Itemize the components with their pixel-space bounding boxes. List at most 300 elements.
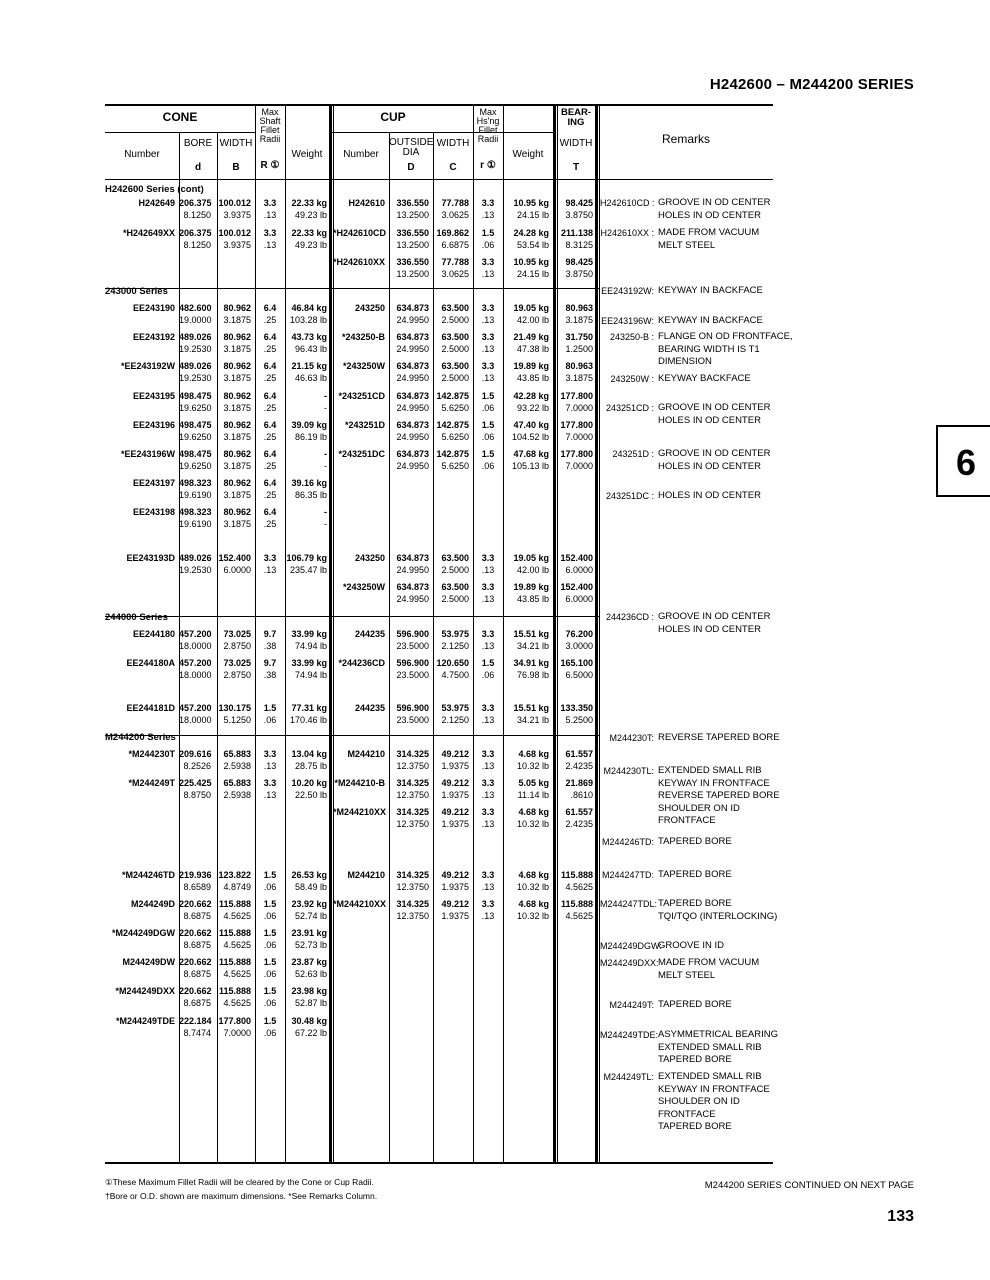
bearing-width-in: 2.4235 [565,819,593,829]
shaft-radius-in: .13 [263,240,277,250]
bore-mm: 220.662 [179,957,212,967]
cup-weight-lb: 34.21 lb [516,715,549,725]
cup-number: *H242610XX [333,257,386,267]
bearing-width-in: 3.8750 [565,210,593,220]
bearing-width-mm: 80.963 [565,303,593,313]
cone-width-mm: 73.025 [223,658,251,668]
shaft-radius-in: .06 [263,1028,277,1038]
cone-weight-kg: 77.31 kg [291,703,327,713]
remark-text: GROOVE IN OD CENTER [658,197,771,208]
od-mm: 314.325 [396,778,429,788]
shaft-radius-mm: 6.4 [263,303,277,313]
housing-radius-in: .06 [481,432,495,442]
cup-weight-kg: 47.40 kg [513,420,549,430]
remark-text: KEYWAY IN FRONTFACE [658,777,770,789]
cup-weight-kg: 10.95 kg [513,198,549,208]
shaft-radius-mm: 1.5 [263,986,277,996]
cup-weight-lb: 43.85 lb [516,373,549,383]
remarks-header: Remarks [661,132,710,146]
bore-mm: 498.323 [179,507,212,517]
cup-number: *243251CD [338,391,385,401]
od-in: 24.9950 [396,461,429,471]
cup-weight-kg: 5.05 kg [518,778,549,788]
cup-weight-kg: 34.91 kg [513,658,549,668]
T-symbol: T [572,162,580,173]
D-symbol: D [407,162,415,173]
cup-weight-lb: 53.54 lb [516,240,549,250]
cup-width-in: 2.1250 [441,641,469,651]
housing-radius-in: .13 [481,641,495,651]
page-number: 133 [887,1208,914,1225]
cone-number: EE243192 [132,332,175,342]
cone-number: *EE243192W [120,361,175,371]
cone-width-in: 3.1875 [223,461,251,471]
bearing-width-in: 7.0000 [565,403,593,413]
cone-width-in: 3.1875 [223,490,251,500]
cone-number: EE243197 [132,478,175,488]
shaft-radius-mm: 6.4 [263,478,277,488]
bearing-header: BEAR- ING [560,107,592,128]
housing-radius-in: .13 [481,715,495,725]
od-mm: 634.873 [396,553,429,563]
housing-radius-mm: 1.5 [481,420,495,430]
cone-weight-lb: 96.43 lb [294,344,327,354]
remark-text: DIMENSION [658,356,712,367]
remark-text: HOLES IN OD CENTER [658,414,761,426]
cup-weight-kg: 24.28 kg [513,228,549,238]
bore-in: 19.6190 [179,490,212,500]
cup-weight-lb: 42.00 lb [516,565,549,575]
bearing-width-mm: 152.400 [560,553,593,563]
bore-mm: 498.323 [179,478,212,488]
housing-radius-in: .13 [481,344,495,354]
remark-key: 243250-B : [609,332,654,342]
bore-mm: 220.662 [179,899,212,909]
bearing-width-mm: 211.138 [560,228,593,238]
shaft-radius-in: .38 [263,670,277,680]
C-symbol: C [449,162,457,173]
housing-radius-mm: 3.3 [481,303,495,313]
bearing-width-mm: 177.800 [560,420,593,430]
cup-weight-lb: 10.32 lb [516,761,549,771]
housing-radius-in: .13 [481,819,495,829]
od-in: 24.9950 [396,594,429,604]
cup-weight-lb: 10.32 lb [516,882,549,892]
rule [105,104,773,106]
bore-in: 18.0000 [179,715,212,725]
remark-text: HOLES IN OD CENTER [658,490,761,501]
shaft-radius-mm: 3.3 [263,228,277,238]
remark-text: HOLES IN OD CENTER [658,209,761,221]
cone-number: EE244180A [126,658,175,668]
cup-weight-kg: 47.68 kg [513,449,549,459]
remark-key: M244230TL: [603,766,654,776]
bore-mm: 457.200 [179,703,212,713]
bore-in: 8.8750 [183,790,211,800]
cup-number: *243251D [344,420,385,430]
bearing-width-in: 8.3125 [565,240,593,250]
od-mm: 634.873 [396,332,429,342]
od-in: 23.5000 [396,641,429,651]
cone-width-in: 3.9375 [223,240,251,250]
bore-mm: 206.375 [179,198,212,208]
od-mm: 314.325 [396,749,429,759]
bore-in: 19.2530 [179,373,212,383]
bore-in: 8.6589 [183,882,211,892]
bore-in: 19.6250 [179,403,212,413]
max-hsng-header: Max Hs'ng Fillet Radii [476,107,500,144]
shaft-radius-in: .25 [263,432,277,442]
R-symbol: R ① [260,160,280,171]
remark-text: GROOVE IN OD CENTER [658,611,771,622]
cone-width-in: 3.1875 [223,519,251,529]
cone-weight-lb: 170.46 lb [289,715,327,725]
remark-key: M244249TDE: [600,1030,659,1040]
cone-width-header: WIDTH [219,138,253,149]
cup-width-mm: 142.875 [436,420,469,430]
cone-width-in: 4.5625 [223,911,251,921]
housing-radius-in: .13 [481,790,495,800]
cone-number: *M244249T [128,778,175,788]
housing-radius-in: .06 [481,670,495,680]
shaft-radius-mm: 9.7 [263,658,277,668]
remark-key: M244249T: [609,1000,654,1010]
housing-radius-mm: 1.5 [481,228,495,238]
shaft-radius-mm: 3.3 [263,198,277,208]
cup-width-in: 1.9375 [441,819,469,829]
cup-weight-lb: 10.32 lb [516,911,549,921]
cone-width-in: 4.5625 [223,969,251,979]
cone-width-mm: 123.822 [218,870,251,880]
cup-weight-kg: 19.89 kg [513,582,549,592]
bearing-width-in: 6.0000 [565,565,593,575]
cup-weight-lb: 42.00 lb [516,315,549,325]
cone-weight-lb: 86.35 lb [294,490,327,500]
cup-width-in: 1.9375 [441,790,469,800]
cone-weight-lb: 74.94 lb [294,670,327,680]
cone-width-in: 2.8750 [223,670,251,680]
bore-header: BORE [183,138,213,149]
cup-number-header: Number [343,149,379,160]
od-mm: 596.900 [396,658,429,668]
bearing-table [105,104,793,1164]
housing-radius-in: .13 [481,882,495,892]
cone-width-in: 3.1875 [223,432,251,442]
cone-weight-kg: 46.84 kg [291,303,327,313]
remark-text: FRONTFACE [658,1108,716,1120]
cup-width-in: 2.5000 [441,373,469,383]
od-in: 13.2500 [396,269,429,279]
shaft-radius-in: .06 [263,969,277,979]
cup-number: *M244210XX [333,807,387,817]
bore-mm: 498.475 [179,391,212,401]
od-mm: 634.873 [396,449,429,459]
bearing-width-in: 4.5625 [565,911,593,921]
cone-weight-kg: 23.87 kg [291,957,327,967]
shaft-radius-mm: 6.4 [263,391,277,401]
housing-radius-mm: 3.3 [481,778,495,788]
remark-key: EE243196W: [601,316,654,326]
cone-weight-lb: 52.74 lb [294,911,327,921]
cup-width-in: 2.1250 [441,715,469,725]
cup-weight-kg: 42.28 kg [513,391,549,401]
cup-width-mm: 63.500 [441,361,469,371]
housing-radius-mm: 3.3 [481,899,495,909]
remark-key: 243250W : [610,374,654,384]
remark-key: H242610CD : [600,198,655,208]
cone-width-in: 3.1875 [223,315,251,325]
shaft-radius-in: .06 [263,911,277,921]
od-in: 24.9950 [396,565,429,575]
cone-width-in: 4.8749 [223,882,251,892]
remark-text: GROOVE IN OD CENTER [658,448,771,459]
bore-in: 8.2526 [183,761,211,771]
d-symbol: d [194,162,202,173]
cone-weight-kg: 23.91 kg [291,928,327,938]
section-label: M244200 Series [105,732,176,743]
r-symbol: r ① [480,160,496,171]
od-in: 24.9950 [396,373,429,383]
remark-text: GROOVE IN OD CENTER [658,402,771,413]
shaft-radius-mm: 6.4 [263,332,277,342]
housing-radius-in: .13 [481,565,495,575]
cup-weight-lb: 105.13 lb [511,461,549,471]
continued-note: M244200 SERIES CONTINUED ON NEXT PAGE [704,1180,914,1191]
od-in: 24.9950 [396,432,429,442]
cup-number: H242610 [348,198,385,208]
bore-mm: 220.662 [179,928,212,938]
cup-weight-kg: 19.89 kg [513,361,549,371]
housing-radius-in: .06 [481,240,495,250]
cone-width-in: 3.1875 [223,344,251,354]
housing-radius-mm: 3.3 [481,582,495,592]
housing-radius-in: .13 [481,373,495,383]
od-mm: 596.900 [396,629,429,639]
cone-width-in: 4.5625 [223,998,251,1008]
cup-width-mm: 63.500 [441,303,469,313]
cone-weight-lb: 49.23 lb [294,240,327,250]
cone-weight-lb: 22.50 lb [294,790,327,800]
remark-text: MELT STEEL [658,969,716,981]
cup-width-mm: 49.212 [441,807,469,817]
cup-weight-kg: 15.51 kg [513,629,549,639]
od-in: 12.3750 [396,761,429,771]
section-label: 244000 Series [105,612,168,623]
footnote-bore: †Bore or O.D. shown are maximum dimensions. *See Remarks Column. [105,1191,378,1201]
cup-weight-kg: 4.68 kg [518,749,549,759]
bearing-width-in: 4.5625 [565,882,593,892]
cone-width-in: 2.5938 [223,790,251,800]
shaft-radius-mm: 9.7 [263,629,277,639]
remark-text: SHOULDER ON ID [658,1096,740,1107]
chapter-tab: 6 [936,425,990,497]
housing-radius-mm: 1.5 [481,391,495,401]
cup-weight-kg: 4.68 kg [518,807,549,817]
cup-weight-lb: 24.15 lb [516,269,549,279]
od-mm: 634.873 [396,582,429,592]
bearing-width-mm: 80.963 [565,361,593,371]
bearing-width-mm: 31.750 [565,332,593,342]
shaft-radius-in: .06 [263,882,277,892]
remark-text: EXTENDED SMALL RIB [658,765,762,776]
section-label: 243000 Series [105,286,168,297]
shaft-radius-mm: 3.3 [263,749,277,759]
cup-weight-kg: 4.68 kg [518,899,549,909]
cone-weight-lb: 67.22 lb [294,1028,327,1038]
remark-key: 244236CD : [605,612,654,622]
cone-number-header: Number [124,149,160,160]
remark-text: KEYWAY IN BACKFACE [658,315,763,326]
cup-number: M244210 [347,870,385,880]
remark-text: TAPERED BORE [658,898,732,909]
od-in: 13.2500 [396,240,429,250]
od-mm: 314.325 [396,870,429,880]
cone-weight-lb: 46.63 lb [294,373,327,383]
cup-width-in: 5.6250 [441,461,469,471]
cup-weight-lb: 43.85 lb [516,594,549,604]
cup-number: *H242610CD [333,228,387,238]
shaft-radius-mm: 1.5 [263,870,277,880]
bore-in: 8.6875 [183,998,211,1008]
cone-weight-kg: 33.99 kg [291,629,327,639]
cup-width-mm: 142.875 [436,391,469,401]
cup-number: *M244210XX [333,899,387,909]
cone-number: *M244249TDE [115,1016,175,1026]
bore-in: 8.6875 [183,969,211,979]
remark-text: TAPERED BORE [658,1054,732,1065]
housing-radius-mm: 1.5 [481,658,495,668]
remark-text: TAPERED BORE [658,836,732,847]
bore-in: 19.2530 [179,565,212,575]
cup-width-mm: 49.212 [441,899,469,909]
cone-weight-lb: - [324,403,327,413]
remark-key: M244230T: [609,733,654,743]
cone-weight-kg: 10.20 kg [291,778,327,788]
od-in: 12.3750 [396,819,429,829]
remark-text: KEYWAY BACKFACE [658,373,751,384]
cone-width-in: 7.0000 [223,1028,251,1038]
shaft-radius-in: .13 [263,210,277,220]
remark-key: EE243192W: [601,286,654,296]
rule [554,104,556,1162]
cup-header: CUP [380,110,406,124]
od-in: 24.9950 [396,344,429,354]
cone-width-mm: 80.962 [223,303,251,313]
bearing-width-mm: 165.100 [560,658,593,668]
od-in: 23.5000 [396,715,429,725]
shaft-radius-in: .13 [263,761,277,771]
cone-width-mm: 80.962 [223,507,251,517]
cup-weight-lb: 34.21 lb [516,641,549,651]
bore-mm: 222.184 [179,1016,212,1026]
cup-width-in: 2.5000 [441,344,469,354]
shaft-radius-mm: 6.4 [263,449,277,459]
cone-weight-kg: - [324,391,327,401]
shaft-radius-mm: 1.5 [263,928,277,938]
cone-weight-kg: 23.98 kg [291,986,327,996]
cup-number: *243250-B [341,332,385,342]
bearing-width-in: 6.0000 [565,594,593,604]
shaft-radius-in: .25 [263,373,277,383]
remark-text: EXTENDED SMALL RIB [658,1041,762,1053]
cone-number: *M244249DGW [111,928,175,938]
cone-width-in: 3.9375 [223,210,251,220]
cone-weight-kg: 106.79 kg [286,553,327,563]
cone-weight-kg: 33.99 kg [291,658,327,668]
cup-number: M244210 [347,749,385,759]
bearing-width-mm: 21.869 [565,778,593,788]
bore-mm: 498.475 [179,420,212,430]
cone-weight-kg: 39.16 kg [291,478,327,488]
bearing-width-in: 3.1875 [565,373,593,383]
cone-width-mm: 65.883 [223,749,251,759]
bearing-width-in: 1.2500 [565,344,593,354]
remark-key: M244246TD: [601,837,654,847]
cone-weight-lb: 235.47 lb [289,565,327,575]
cone-weight-lb: 86.19 lb [294,432,327,442]
cup-width-in: 6.6875 [441,240,469,250]
od-mm: 596.900 [396,703,429,713]
cup-width-in: 1.9375 [441,911,469,921]
remark-text: ASYMMETRICAL BEARING [658,1029,779,1040]
cone-width-mm: 115.888 [218,899,251,909]
cone-weight-kg: 22.33 kg [291,198,327,208]
page-title: H242600 – M244200 SERIES [709,76,914,93]
cone-number: *H242649XX [122,228,175,238]
remark-text: TAPERED BORE [658,999,732,1010]
cone-number: *M244249DXX [115,986,175,996]
cone-weight-kg: 43.73 kg [291,332,327,342]
cup-number: 243250 [354,303,385,313]
bore-mm: 498.475 [179,449,212,459]
cone-weight-kg: - [324,507,327,517]
remark-key: 243251D : [612,449,654,459]
cone-width-mm: 80.962 [223,478,251,488]
bearing-width-header: WIDTH [559,138,593,149]
housing-radius-in: .13 [481,911,495,921]
bearing-width-in: 2.4235 [565,761,593,771]
cup-width-in: 2.5000 [441,315,469,325]
bore-mm: 489.026 [179,553,212,563]
cone-number: EE243193D [126,553,175,563]
bearing-width-in: 3.0000 [565,641,593,651]
cup-width-mm: 53.975 [441,703,469,713]
remark-text: FLANGE ON OD FRONTFACE, [658,331,793,342]
shaft-radius-in: .25 [263,461,277,471]
cup-width-mm: 49.212 [441,749,469,759]
shaft-radius-in: .06 [263,940,277,950]
cup-number: *243251DC [338,449,385,459]
cup-weight-lb: 76.98 lb [516,670,549,680]
cone-weight-lb: 28.75 lb [294,761,327,771]
bearing-width-in: 7.0000 [565,461,593,471]
housing-radius-mm: 3.3 [481,749,495,759]
cone-weight-lb: - [324,519,327,529]
remark-key: 243251DC : [605,491,654,501]
cone-weight-lb: - [324,461,327,471]
cup-width-mm: 169.862 [436,228,469,238]
cone-width-mm: 65.883 [223,778,251,788]
od-in: 12.3750 [396,911,429,921]
shaft-radius-in: .06 [263,998,277,1008]
bore-in: 19.0000 [179,315,212,325]
cone-weight-kg: 39.09 kg [291,420,327,430]
housing-radius-mm: 3.3 [481,870,495,880]
remark-text: BEARING WIDTH IS T1 [658,343,760,355]
cone-width-mm: 80.962 [223,361,251,371]
cone-number: EE244180 [132,629,175,639]
cup-weight-lb: 11.14 lb [517,790,549,800]
